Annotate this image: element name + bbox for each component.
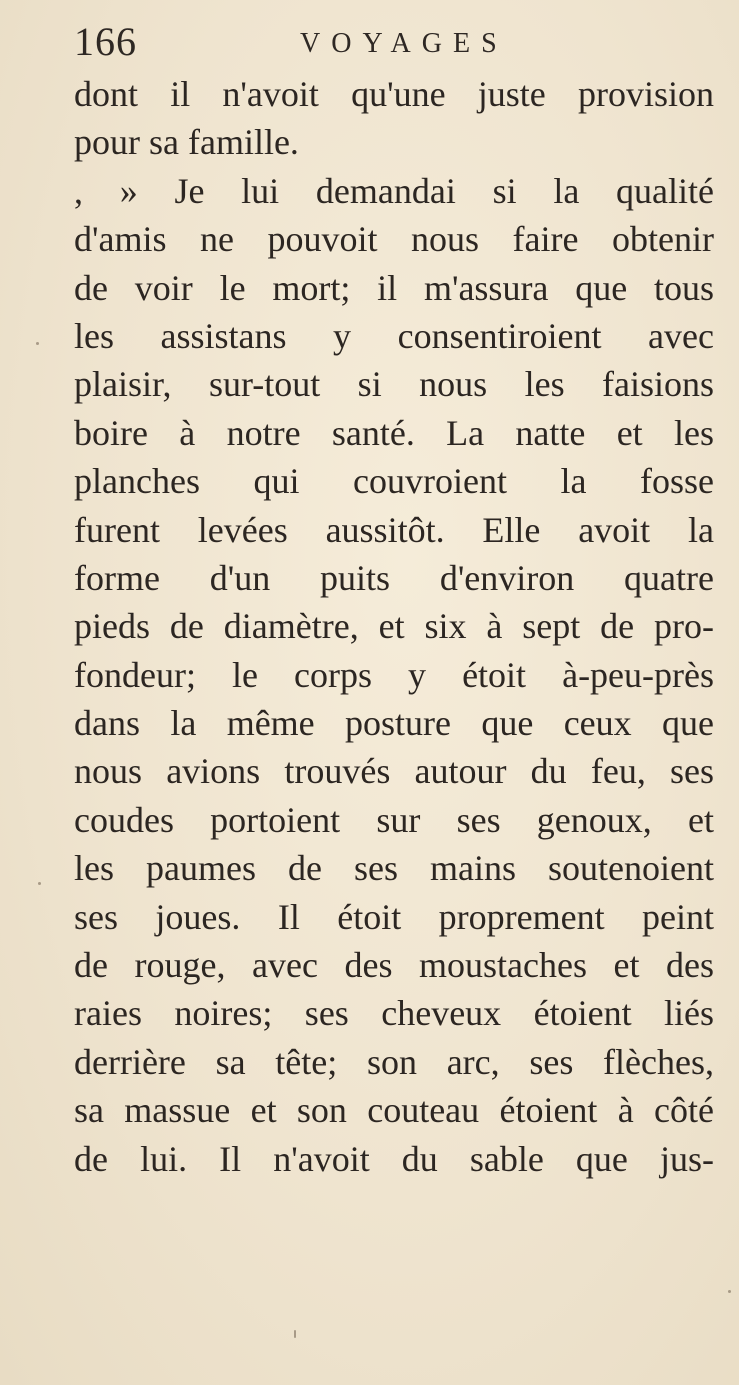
text-line: ses joues. Il étoit proprement peint [74, 896, 714, 937]
text-line: coudes portoient sur ses genoux, et [74, 799, 714, 840]
text-line: raies noires; ses cheveux étoient liés [74, 993, 714, 1034]
text-line: derrière sa tête; son arc, ses flèches, [74, 1041, 714, 1082]
text-line: les paumes de ses mains soutenoient [74, 848, 714, 889]
text-line: sa massue et son couteau étoient à côté [74, 1090, 714, 1131]
page-number: 166 [74, 19, 137, 64]
text-line: de rouge, avec des moustaches et des [74, 945, 714, 986]
text-line: plaisir, sur-tout si nous les faisions [74, 364, 714, 405]
text-line: les assistans y consentiroient avec [74, 315, 714, 356]
text-line: d'amis ne pouvoit nous faire obtenir [74, 219, 714, 260]
running-title: VOYAGES [300, 28, 508, 59]
body-text [74, 70, 714, 1183]
paper-speck [728, 1290, 731, 1293]
text-line: , » Je lui demandai si la qualité [74, 170, 714, 211]
text-line: de lui. Il n'avoit du sable que jus- [74, 1138, 714, 1179]
text-line: planches qui couvroient la fosse [74, 461, 714, 502]
text-line: pieds de diamètre, et six à sept de pro- [74, 606, 714, 647]
paper-speck [294, 1330, 296, 1338]
text-line: de voir le mort; il m'assura que tous [74, 267, 714, 308]
page-header [74, 14, 714, 64]
paper-speck [38, 882, 41, 885]
text-line: dans la même posture que ceux que [74, 703, 714, 744]
text-line: forme d'un puits d'environ quatre [74, 557, 714, 598]
paper-speck [36, 342, 39, 345]
text-line: pour sa famille. [74, 122, 299, 163]
text-line: fondeur; le corps y étoit à-peu-près [74, 654, 714, 695]
text-line: dont il n'avoit qu'une juste provision [74, 74, 714, 114]
text-line: boire à notre santé. La natte et les [74, 412, 714, 453]
text-line: nous avions trouvés autour du feu, ses [74, 751, 714, 792]
text-line: furent levées aussitôt. Elle avoit la [74, 509, 714, 550]
